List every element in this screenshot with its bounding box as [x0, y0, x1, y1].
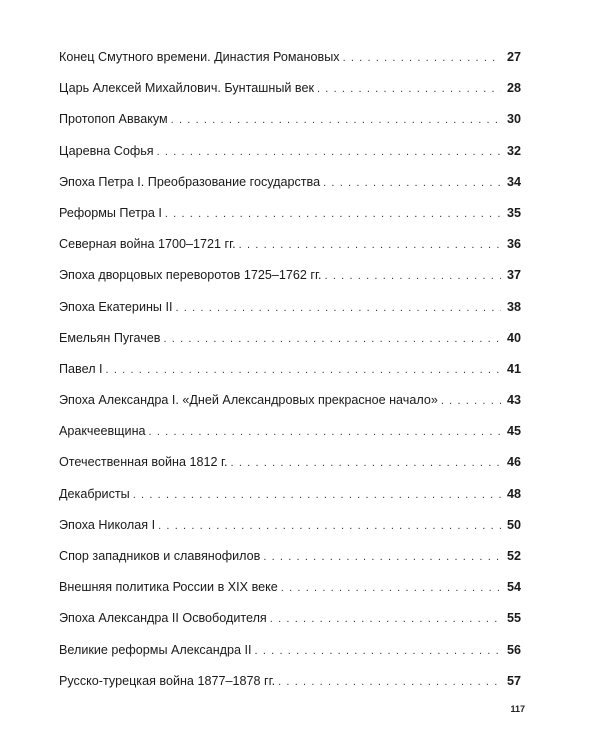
toc-entry: [59, 390, 521, 421]
page-number: 117: [510, 704, 525, 714]
toc-entry-title: Внешняя политика России в XIX веке: [59, 580, 278, 595]
toc-entry-page: 43: [506, 393, 521, 408]
dot-leader: [106, 360, 501, 380]
toc-entry-page: 37: [506, 268, 521, 283]
toc-entry-page: 55: [506, 611, 521, 626]
toc-entry-page: 52: [506, 549, 521, 563]
dot-leader: [149, 422, 501, 442]
dot-leader: [175, 298, 501, 318]
toc-entry-title: Русско-турецкая война 1877–1878 гг.: [59, 673, 276, 688]
dot-leader: [171, 110, 501, 130]
toc-entry-page: 46: [506, 455, 521, 470]
toc-entry: [59, 78, 521, 109]
toc-entry-page: 27: [506, 50, 521, 64]
toc-entry-page: 56: [506, 642, 521, 657]
toc-entry: [59, 109, 521, 140]
dot-leader: [133, 485, 501, 505]
toc-entry-title: Эпоха Николая I: [59, 517, 156, 532]
toc-entry: [59, 328, 521, 359]
toc-entry-title: Эпоха Александра I. «Дней Александровых прекрасное начало»: [59, 393, 438, 408]
toc-entry: [59, 359, 521, 390]
toc-entry-page: 57: [506, 673, 521, 688]
dot-leader: [270, 609, 501, 629]
toc-entry-title: Конец Смутного времени. Династия Романовых: [59, 50, 340, 64]
dot-leader: [441, 391, 501, 411]
toc-entry: [59, 608, 521, 639]
toc-entry: [59, 640, 521, 671]
toc-entry: [59, 203, 521, 234]
toc-entry-page: 40: [506, 330, 521, 345]
toc-entry-title: Царевна Софья: [59, 143, 154, 158]
dot-leader: [323, 173, 501, 193]
toc-entry-page: 30: [506, 112, 521, 127]
toc-entry: [59, 452, 521, 483]
toc-entry: [59, 515, 521, 546]
dot-leader: [278, 672, 501, 692]
dot-leader: [343, 48, 501, 68]
toc-entry-page: 38: [506, 299, 521, 314]
toc-entry-title: Декабристы: [59, 486, 130, 501]
toc-entry: [59, 47, 521, 78]
toc-entry: [59, 234, 521, 265]
toc-entry-page: 28: [506, 81, 521, 96]
toc-entry-title: Эпоха Екатерины II: [59, 299, 173, 314]
toc-entry-title: Отечественная война 1812 г.: [59, 455, 228, 470]
dot-leader: [255, 641, 501, 661]
toc-entry-title: Аракчеевщина: [59, 424, 146, 439]
dot-leader: [263, 547, 501, 567]
toc-entry-title: Северная война 1700–1721 гг.: [59, 237, 236, 252]
toc-entry-page: 32: [506, 143, 521, 158]
dot-leader: [325, 266, 501, 286]
toc-entry-page: 54: [506, 580, 521, 595]
toc-entry-page: 50: [506, 517, 521, 532]
dot-leader: [281, 578, 501, 598]
toc-entry: [59, 546, 521, 577]
dot-leader: [165, 204, 501, 224]
toc-entry: [59, 671, 521, 702]
toc-entry-title: Павел I: [59, 361, 103, 376]
toc-entry-page: 35: [506, 205, 521, 220]
dot-leader: [157, 142, 501, 162]
toc-entry: [59, 172, 521, 203]
toc-entry: [59, 421, 521, 452]
toc-entry: [59, 265, 521, 296]
toc-entry-page: 45: [506, 424, 521, 439]
toc-entry: [59, 297, 521, 328]
toc-entry: [59, 577, 521, 608]
toc-entry: [59, 484, 521, 515]
toc-entry-title: Спор западников и славянофилов: [59, 549, 261, 563]
dot-leader: [231, 453, 501, 473]
toc-entry-page: 36: [506, 237, 521, 252]
toc-entry-title: Протопоп Аввакум: [59, 112, 168, 127]
toc-entry-title: Эпоха Александра II Освободителя: [59, 611, 267, 626]
dot-leader: [317, 79, 501, 99]
toc-entry: [59, 141, 521, 172]
toc-entry-title: Великие реформы Александра II: [59, 642, 252, 657]
toc-entry-title: Царь Алексей Михайлович. Бунташный век: [59, 81, 314, 96]
table-of-contents: [59, 47, 521, 702]
toc-entry-title: Эпоха дворцовых переворотов 1725–1762 гг.: [59, 268, 322, 283]
toc-entry-page: 34: [506, 174, 521, 189]
toc-entry-title: Реформы Петра I: [59, 205, 162, 220]
dot-leader: [158, 516, 501, 536]
toc-entry-page: 41: [506, 361, 521, 376]
toc-entry-title: Эпоха Петра I. Преобразование государства: [59, 174, 321, 189]
toc-entry-title: Емельян Пугачев: [59, 330, 161, 345]
dot-leader: [163, 329, 501, 349]
toc-entry-page: 48: [506, 486, 521, 501]
dot-leader: [239, 235, 501, 255]
